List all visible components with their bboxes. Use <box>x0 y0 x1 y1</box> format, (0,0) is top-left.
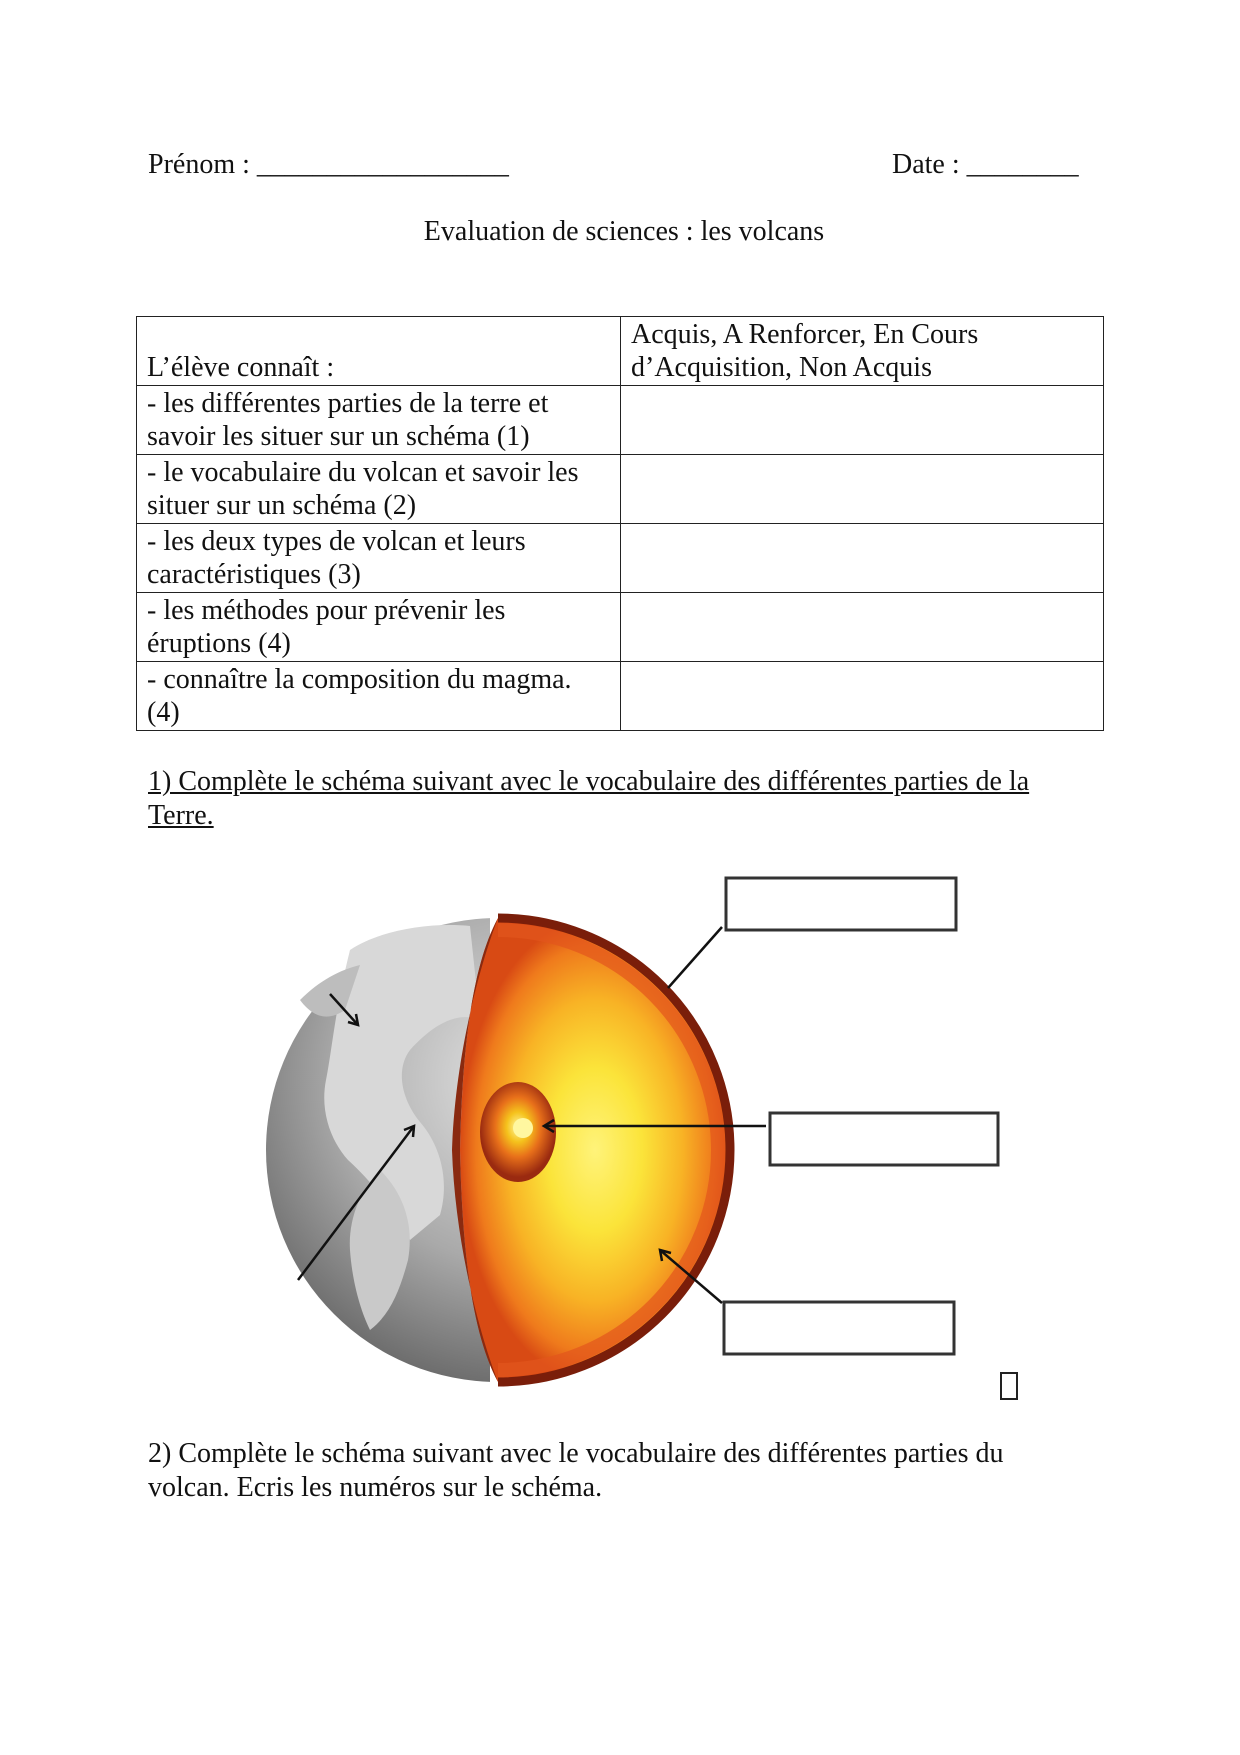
earth-cross-section-diagram <box>0 860 1240 1400</box>
answer-box-core[interactable] <box>770 1113 998 1165</box>
result-cell[interactable] <box>621 524 1104 593</box>
date-field-label: Date : ________ <box>892 149 1079 180</box>
result-cell[interactable] <box>621 593 1104 662</box>
table-row <box>137 524 1104 593</box>
table-header-result: Acquis, A Renforcer, En Cours d’Acquisition, Non Acquis <box>621 317 1104 386</box>
evaluation-table <box>136 316 1104 731</box>
page-title: Evaluation de sciences : les volcans <box>423 216 825 247</box>
result-cell[interactable] <box>621 386 1104 455</box>
skill-cell: - le vocabulaire du volcan et savoir les situer sur un schéma (2) <box>137 455 621 524</box>
table-row <box>137 662 1104 731</box>
table-row <box>137 455 1104 524</box>
question-1: 1) Complète le schéma suivant avec le vocabulaire des différentes parties de la Terre. <box>148 766 1030 831</box>
skill-cell: - connaître la composition du magma. (4) <box>137 662 621 731</box>
skill-cell: - les différentes parties de la terre et savoir les situer sur un schéma (1) <box>137 386 621 455</box>
skill-cell: - les deux types de volcan et leurs caractéristiques (3) <box>137 524 621 593</box>
table-row <box>137 593 1104 662</box>
table-row <box>137 386 1104 455</box>
skill-cell: - les méthodes pour prévenir les éruptions (4) <box>137 593 621 662</box>
missing-glyph-box <box>1000 1372 1018 1400</box>
table-header-skill: L’élève connaît : <box>137 317 621 386</box>
table-header-row <box>137 317 1104 386</box>
result-cell[interactable] <box>621 662 1104 731</box>
answer-box-mantle[interactable] <box>724 1302 954 1354</box>
question-2: 2) Complète le schéma suivant avec le vocabulaire des différentes parties du volcan. Ecris les numéros sur le schéma. <box>148 1438 1004 1503</box>
answer-box-crust[interactable] <box>726 878 956 930</box>
result-cell[interactable] <box>621 455 1104 524</box>
first-name-field-label: Prénom : __________________ <box>148 149 509 180</box>
earth-interior <box>452 918 730 1382</box>
